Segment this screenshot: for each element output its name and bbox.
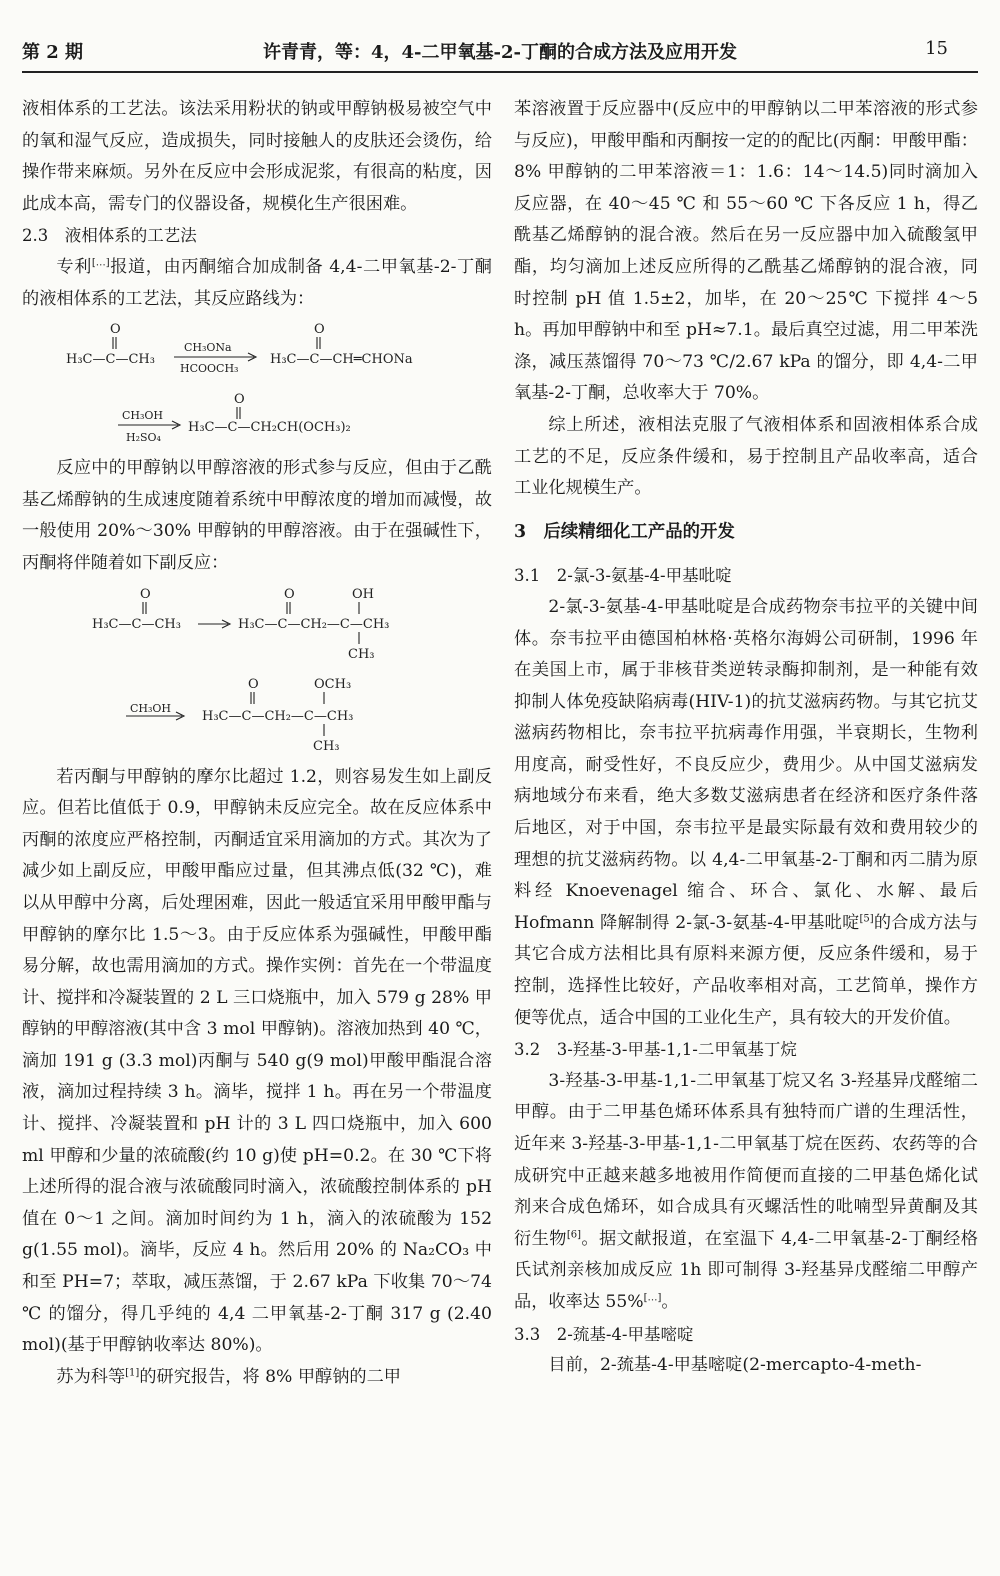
section-heading-3: 3 后续精细化工产品的开发 xyxy=(514,521,735,542)
section-heading-3-3: 3.3 2-巯基-4-甲基嘧啶 xyxy=(514,1324,694,1344)
section-heading-3-1: 3.1 2-氯-3-氨基-4-甲基吡啶 xyxy=(514,566,732,586)
acetone-formula: H₃C—C—CH₃ xyxy=(92,616,181,632)
paragraph: 液相体系的工艺法。该法采用粉状的钠或甲醇钠极易被空气中的氧和湿气反应，造成损失，同时接触人的皮肤还会烫伤，给操作带来麻烦。另外在反应中会形成泥浆，有很高的粘度，因此成本高，需专门的仪器设备，规模化生产很困难。 xyxy=(22,99,492,214)
header-rule xyxy=(22,71,978,73)
carbonyl-o: O xyxy=(314,322,325,338)
methoxy-group: OCH₃ xyxy=(314,676,352,692)
paragraph: 专利[…]报道，由丙酮缩合加成制备 4,4-二甲氧基-2-丁酮的液相体系的工艺法，其反应路线为： xyxy=(22,256,492,309)
side-reaction-scheme xyxy=(22,582,492,758)
section-heading-3-2: 3.2 3-羟基-3-甲基-1,1-二甲氧基丁烷 xyxy=(514,1040,797,1060)
citation: [6] xyxy=(566,1229,581,1241)
page-header xyxy=(22,38,978,72)
paragraph: 苏为科等[1]的研究报告，将 8% 甲醇钠的二甲 xyxy=(56,1366,401,1387)
right-column xyxy=(514,94,978,1382)
reagent-label: HCOOCH₃ xyxy=(180,362,239,376)
reagent-label: H₂SO₄ xyxy=(126,431,161,445)
methyl-group: CH₃ xyxy=(348,646,375,662)
reagent-label: CH₃OH xyxy=(130,701,172,715)
paragraph: 综上所述，液相法克服了气液相体系和固液相体系合成工艺的不足，反应条件缓和，易于控制且产品收率高，适合工业化规模生产。 xyxy=(514,414,978,499)
carbonyl-o: O xyxy=(284,586,295,602)
acetone-formula: H₃C—C—CH₃ xyxy=(66,352,155,368)
carbonyl-o: O xyxy=(234,392,245,408)
methyl-group: CH₃ xyxy=(313,738,340,754)
reagent-label: CH₃ONa xyxy=(184,341,232,355)
carbonyl-o: O xyxy=(110,322,121,338)
paragraph: 若丙酮与甲醇钠的摩尔比超过 1.2，则容易发生如上副反应。但若比值低于 0.9，甲醇钠未反应完全。故在反应体系中丙酮的浓度应严格控制，丙酮适宜采用滴加的方式。其次为了减少如上副反应，甲酸甲酯应过量，但其沸点低(32 ℃)，难以从甲醇中分离，后处理困难，因此一般适宜采用甲酸甲酯与甲醇钠的摩尔比 1.5～3。由于反应体系为强碱性，甲酸甲酯易分解，故也需用滴加的方式。操作实例：首先在一个带温度计、搅拌和冷凝装置的 2 L 三口烧瓶中，加入 579 g 28% 甲醇钠的甲醇溶液(其中含 3 mol 甲醇钠)。溶液加热到 40 ℃，滴加 191 g (3.3 mol)丙酮与 540 g(9 mol)甲酸甲酯混合溶液，滴加过程持续 3 h。滴毕，搅拌 1 h。再在另一个带温度计、搅拌、冷凝装置和 pH 计的 3 L 四口烧瓶中，加入 600 ml 甲醇和少量的浓硫酸(约 10 g)使 pH=0.2。在 30 ℃下将上述所得的混合液与浓硫酸同时滴入，浓硫酸控制体系的 pH 值在 0～1 之间。滴加时间约为 1 h，滴入的浓硫酸为 152 g(1.55 mol)。滴毕，反应 4 h。然后用 20% 的 Na₂CO₃ 中和至 PH=7；萃取，减压蒸馏，于 2.67 kPa 下收集 70～74 ℃ 的馏分，得几乎纯的 4,4 二甲氧基-2-丁酮 317 g (2.40 mol)(基于甲醇钠收率达 80%)。 xyxy=(22,766,492,1356)
citation: […] xyxy=(91,257,110,269)
citation: […] xyxy=(643,1292,662,1304)
paragraph: 目前，2-巯基-4-甲基嘧啶(2-mercapto-4-meth- xyxy=(548,1355,922,1376)
carbonyl-o: O xyxy=(140,586,151,602)
reaction-scheme-main xyxy=(22,317,492,449)
section-heading-2-3: 2.3 液相体系的工艺法 xyxy=(22,226,197,246)
citation: [5] xyxy=(859,913,874,925)
hydroxyl-group: OH xyxy=(352,586,374,602)
running-title: 许青青，等：4，4-二甲氧基-2-丁酮的合成方法及应用开发 xyxy=(263,42,737,63)
citation: [1] xyxy=(125,1367,140,1379)
issue-number: 第 2 期 xyxy=(22,42,84,63)
ether-product-formula: H₃C—C—CH₂—C—CH₃ xyxy=(202,708,354,724)
left-column xyxy=(22,94,492,1393)
paragraph: 3-羟基-3-甲基-1,1-二甲氧基丁烷又名 3-羟基异戊醛缩二甲醇。由于二甲基色烯环体系具有独特而广谱的生理活性，近年来 3-羟基-3-甲基-1,1-二甲氧基丁烷在医药、农药等的合成研究中正越来越多地被用作简便而直接的二甲基色烯化试剂来合成色烯环，如合成具有灭螺活性的吡喃型异黄酮及其衍生物[6]。据文献报道，在室温下 4,4-二甲氧基-2-丁酮经格氏试剂亲核加成反应 1h 即可制得 3-羟基异戊醛缩二甲醇产品，收率达 55%[…]。 xyxy=(514,1070,978,1312)
product-formula: H₃C—C—CH₂CH(OCH₃)₂ xyxy=(188,420,351,436)
carbonyl-o: O xyxy=(248,676,259,692)
paragraph: 苯溶液置于反应器中(反应中的甲醇钠以二甲苯溶液的形式参与反应)，甲酸甲酯和丙酮按一定的的配比(丙酮：甲酸甲酯：8% 甲醇钠的二甲苯溶液＝1：1.6：14～14.5)同时滴加入反应器，在 40～45 ℃ 和 55～60 ℃ 下各反应 1 h，得乙酰基乙烯醇钠的混合液。然后在另一反应器中加入硫酸氢甲酯，均匀滴加上述反应所得的乙酰基乙烯醇钠的混合液，同时控制 pH 值 1.5±2，加毕，在 20～25℃ 下搅拌 4～5 h。再加甲醇钠中和至 pH≈7.1。最后真空过滤，用二甲苯洗涤，减压蒸馏得 70～73 ℃/2.67 kPa 的馏分，即 4,4-二甲氧基-2-丁酮，总收率大于 70%。 xyxy=(514,99,978,404)
page-number: 15 xyxy=(925,38,948,59)
paragraph: 反应中的甲醇钠以甲醇溶液的形式参与反应，但由于乙酰基乙烯醇钠的生成速度随着系统中甲醇浓度的增加而减慢，故一般使用 20%～30% 甲醇钠的甲醇溶液。由于在强碱性下，丙酮将伴随着如下副反应： xyxy=(22,458,492,573)
reagent-label: CH₃OH xyxy=(122,409,164,423)
enolate-formula: H₃C—C—CH═CHONa xyxy=(270,352,413,368)
paragraph: 2-氯-3-氨基-4-甲基吡啶是合成药物奈韦拉平的关键中间体。奈韦拉平由德国柏林格·英格尔海姆公司研制，1996 年在美国上市，属于非核苷类逆转录酶抑制剂，是一种能有效抑制人体免疫缺陷病毒(HIV-1)的抗艾滋病药物。与其它抗艾滋病药物相比，奈韦拉平抗病毒作用强，半衰期长，生物利用度高，耐受性好，不良反应少，费用少。从中国艾滋病发病地域分布来看，绝大多数艾滋病患者在经济和医疗条件落后地区，对于中国，奈韦拉平是最实际最有效和费用较少的理想的抗艾滋病药物。以 4,4-二甲氧基-2-丁酮和丙二腈为原料经 Knoevenagel 缩合、环合、氯化、水解、最后 Hofmann 降解制得 2-氯-3-氨基-4-甲基吡啶[5]的合成方法与其它合成方法相比具有原料来源方便，反应条件缓和，易于控制，选择性比较好，产品收率相对高，工艺简单，操作方便等优点，适合中国的工业化生产，具有较大的开发价值。 xyxy=(514,596,978,1028)
aldol-product-formula: H₃C—C—CH₂—C—CH₃ xyxy=(238,616,390,632)
